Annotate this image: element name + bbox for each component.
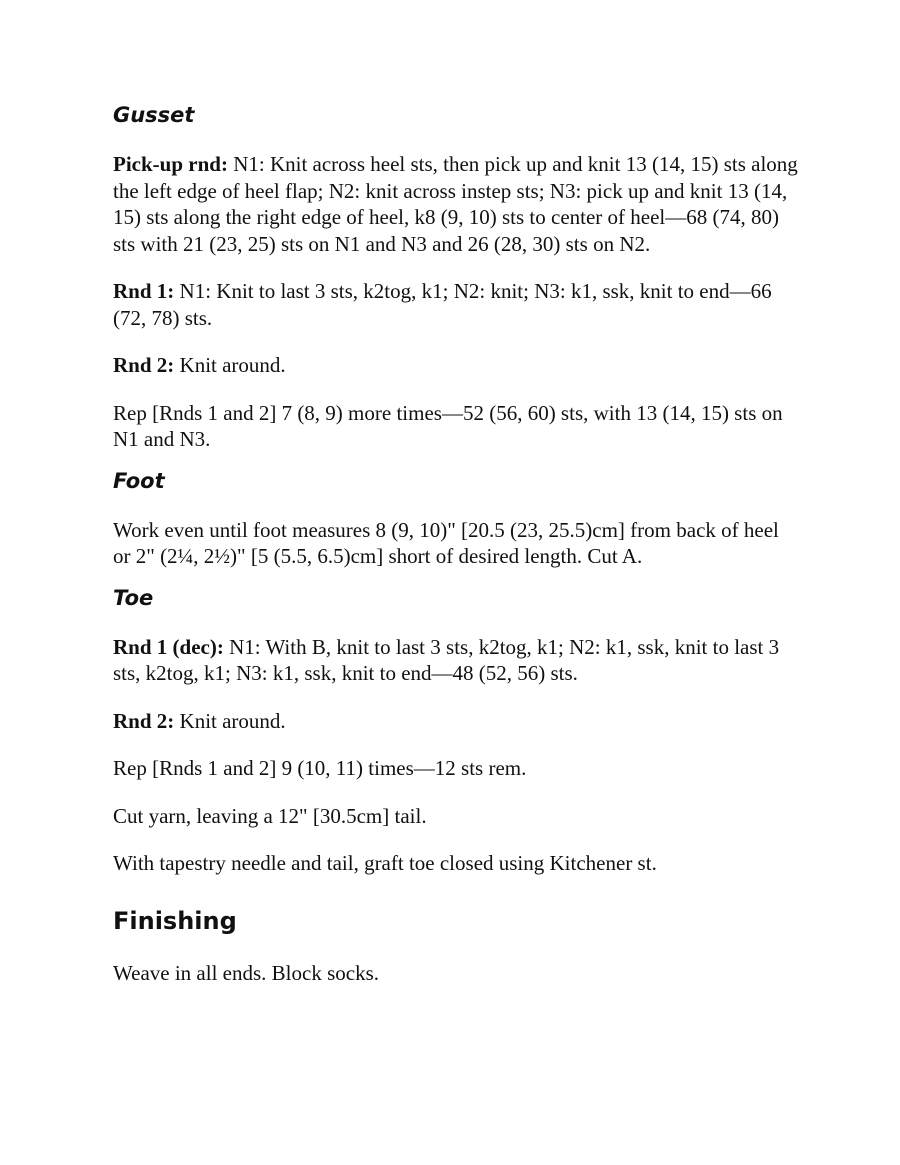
toe-cut-yarn-paragraph: Cut yarn, leaving a 12" [30.5cm] tail.: [113, 803, 427, 828]
gusset-repeat-paragraph: Rep [Rnds 1 and 2] 7 (8, 9) more times—52 (56, 60) sts, with 13 (14, 15) sts on N1 and N3.: [113, 400, 783, 451]
toe-rnd1-label: Rnd 1 (dec):: [113, 634, 224, 659]
foot-heading: Foot: [113, 468, 165, 493]
toe-rnd2-text: Knit around.: [174, 708, 286, 733]
gusset-rnd2-paragraph: [113, 352, 800, 379]
pickup-round-paragraph: [113, 151, 800, 257]
finishing-heading: Finishing: [113, 906, 237, 935]
toe-rnd1-paragraph: [113, 634, 800, 687]
pickup-round-label: Pick-up rnd:: [113, 152, 228, 176]
gusset-rnd1-paragraph: [113, 278, 800, 331]
gusset-rnd1-text: N1: Knit to last 3 sts, k2tog, k1; N2: knit; N3: k1, ssk, knit to end—66 (72, 78) sts.: [113, 279, 772, 330]
pickup-round-text: N1: Knit across heel sts, then pick up and knit 13 (14, 15) sts along the left edge of heel flap; N2: knit across instep sts; N3: pick up and knit 13 (14, 15) sts along the right edge of heel, k8 (9, 10) sts to center of heel—68 (74, 80) sts with 21 (23, 25) sts on N1 and N3 and 26 (28, 30) sts on N2.: [113, 152, 798, 256]
toe-repeat-paragraph: Rep [Rnds 1 and 2] 9 (10, 11) times—12 sts rem.: [113, 756, 527, 780]
toe-graft-paragraph: With tapestry needle and tail, graft toe closed using Kitchener st.: [113, 851, 657, 875]
gusset-rnd1-label: Rnd 1:: [113, 279, 175, 303]
gusset-rnd2-label: Rnd 2:: [113, 353, 175, 377]
toe-rnd2-label: Rnd 2:: [113, 708, 175, 733]
toe-heading: Toe: [113, 585, 154, 610]
gusset-rnd2-text: Knit around.: [174, 353, 286, 377]
toe-rnd2-paragraph: [113, 708, 800, 735]
foot-paragraph: Work even until foot measures 8 (9, 10)" [20.5 (23, 25.5)cm] from back of heel or 2" (2¼, 2½)" [5 (5.5, 6.5)cm] short of desired length. Cut A.: [113, 517, 779, 568]
gusset-heading: Gusset: [113, 103, 195, 127]
finishing-paragraph: Weave in all ends. Block socks.: [113, 960, 379, 985]
toe-rnd1-text: N1: With B, knit to last 3 sts, k2tog, k1; N2: k1, ssk, knit to last 3 sts, k2tog, k1; N3: k1, ssk, knit to end—48 (52, 56) sts.: [113, 634, 780, 685]
